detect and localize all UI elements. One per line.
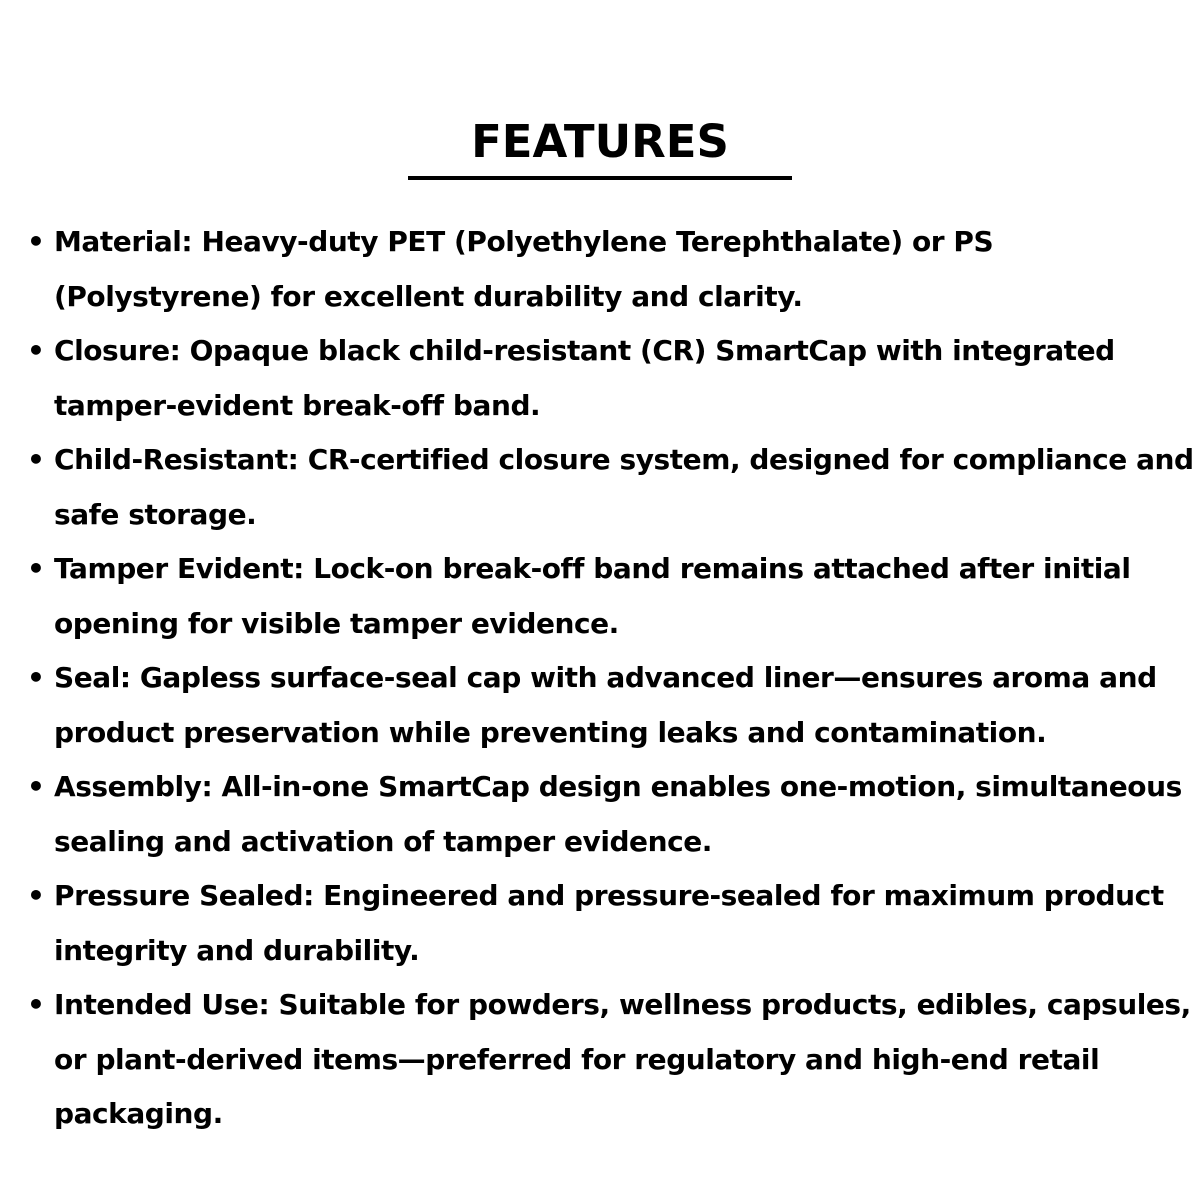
- bullet-icon: •: [27, 988, 45, 1021]
- feature-item-pressure-sealed: [0, 869, 1200, 978]
- bullet-icon: •: [27, 552, 45, 585]
- bullet-icon: •: [27, 661, 45, 694]
- bullet-icon: •: [27, 879, 45, 912]
- bullet-icon: •: [27, 443, 45, 476]
- bullet-icon: •: [27, 770, 45, 803]
- feature-text: Tamper Evident: Lock-on break-off band remains attached after initial opening for visible tamper evidence.: [54, 552, 1131, 640]
- page-title: FEATURES: [471, 115, 729, 168]
- feature-item-child-resistant: [0, 433, 1200, 542]
- feature-text: Intended Use: Suitable for powders, wellness products, edibles, capsules, or plant-derived items—preferred for regulatory and high-end retail packaging.: [54, 988, 1191, 1130]
- features-list: [0, 215, 1200, 1142]
- feature-item-tamper-evident: [0, 542, 1200, 651]
- feature-text: Assembly: All-in-one SmartCap design enables one-motion, simultaneous sealing and activation of tamper evidence.: [54, 770, 1182, 858]
- feature-item-material: [0, 215, 1200, 324]
- feature-text: Pressure Sealed: Engineered and pressure-sealed for maximum product integrity and durability.: [54, 879, 1164, 967]
- feature-text: Seal: Gapless surface-seal cap with advanced liner—ensures aroma and product preservation while preventing leaks and contamination.: [54, 661, 1157, 749]
- feature-item-intended-use: [0, 978, 1200, 1142]
- bullet-icon: •: [27, 334, 45, 367]
- feature-text: Child-Resistant: CR-certified closure system, designed for compliance and safe storage.: [54, 443, 1194, 531]
- feature-item-assembly: [0, 760, 1200, 869]
- feature-text: Closure: Opaque black child-resistant (CR) SmartCap with integrated tamper-evident break-off band.: [54, 334, 1115, 422]
- feature-item-seal: [0, 651, 1200, 760]
- title-underline: [408, 176, 792, 180]
- feature-item-closure: [0, 324, 1200, 433]
- feature-text: Material: Heavy-duty PET (Polyethylene Terephthalate) or PS (Polystyrene) for excellent durability and clarity.: [54, 225, 994, 313]
- bullet-icon: •: [27, 225, 45, 258]
